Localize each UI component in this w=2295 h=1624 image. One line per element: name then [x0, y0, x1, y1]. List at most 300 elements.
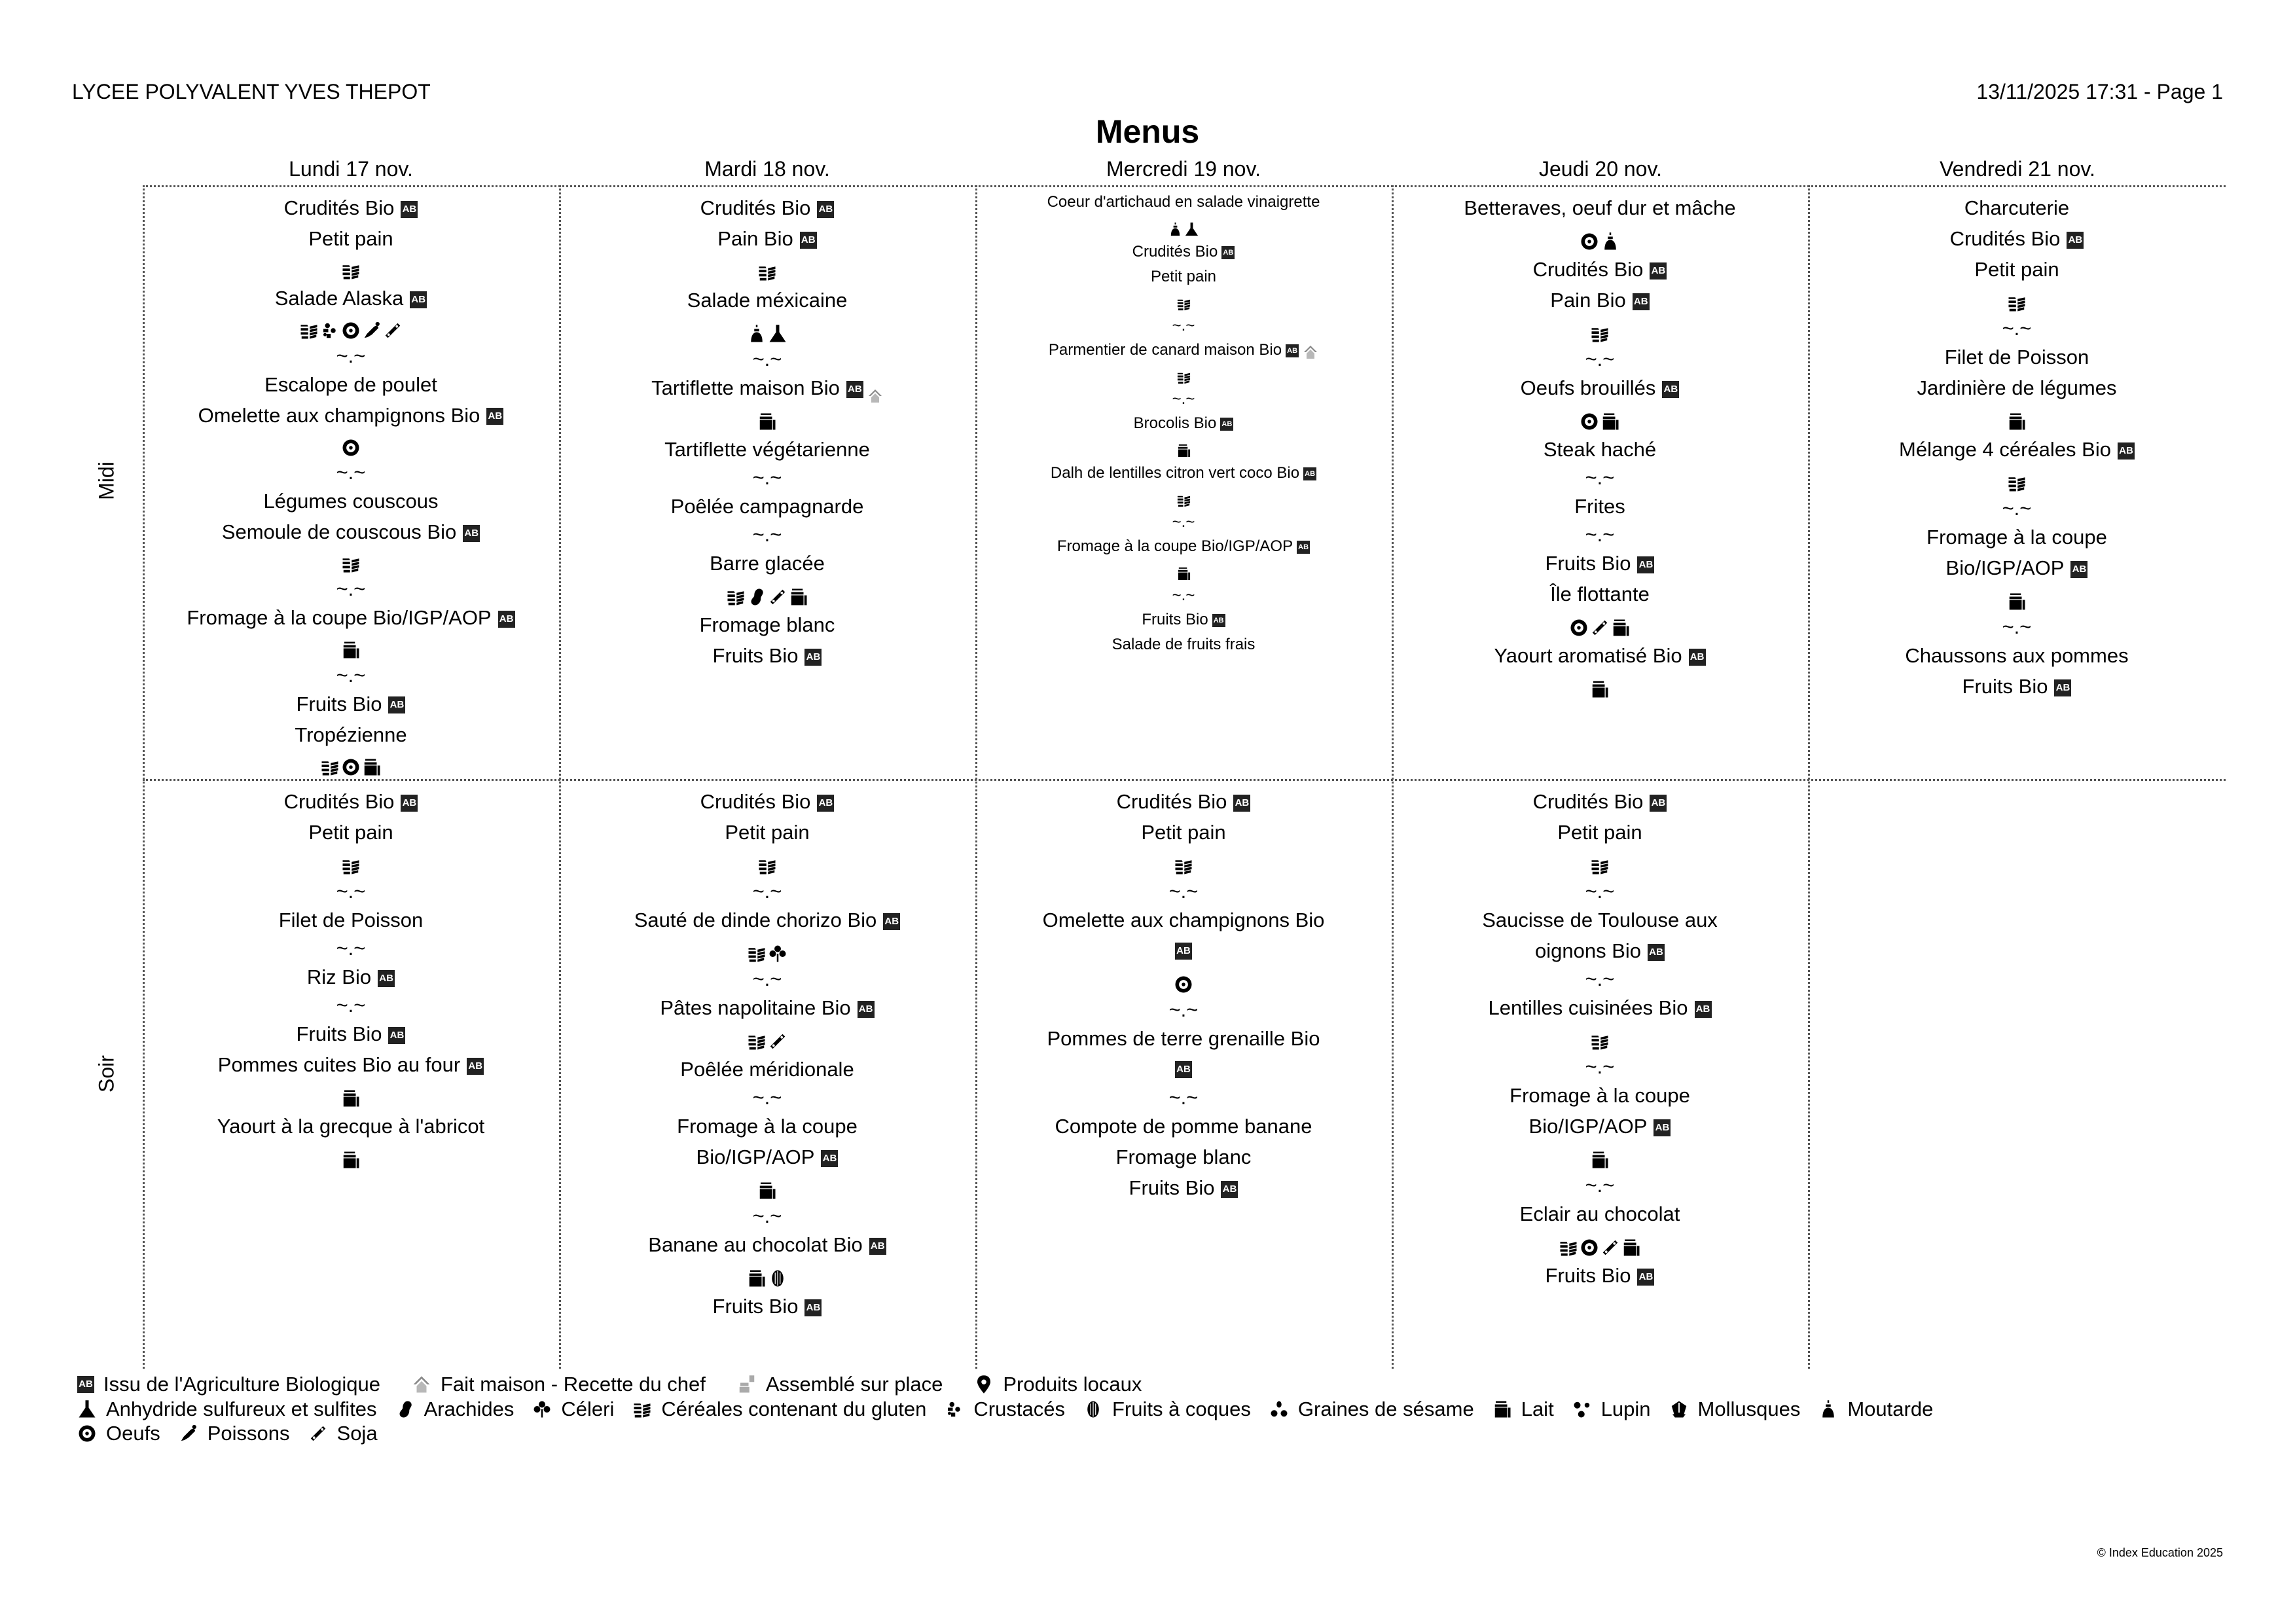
organic-ab-icon: AB	[869, 1238, 886, 1255]
dish-name: Fruits Bio	[1142, 611, 1208, 628]
lait-icon	[1600, 409, 1620, 429]
dish-name: Barre glacée	[710, 552, 825, 575]
dish-name: Fromage à la coupe Bio/IGP/AOP	[1509, 1084, 1690, 1138]
dish-name: Compote de pomme banane	[1055, 1115, 1312, 1138]
organic-ab-icon: AB	[804, 1299, 822, 1316]
dish-name: Chaussons aux pommes	[1905, 644, 2129, 667]
dish-name: Salade Alaska	[274, 287, 404, 310]
dish-item	[664, 434, 870, 465]
dish-item	[1049, 338, 1318, 363]
dish-name: Parmentier de canard maison Bio	[1048, 341, 1282, 359]
course-separator: ~.~	[752, 523, 782, 546]
dish-item	[1964, 192, 2069, 223]
lait-icon	[1611, 615, 1631, 635]
organic-ab-icon: AB	[1662, 381, 1679, 398]
dish-name: Fruits Bio	[1962, 675, 2048, 698]
oeufs-icon	[1580, 1235, 1599, 1255]
organic-ab-icon: AB	[1637, 1269, 1654, 1286]
allergen-icons	[320, 750, 382, 779]
allergen-icons	[1176, 363, 1191, 388]
dish-name: Omelette aux champignons Bio	[198, 403, 480, 427]
legend-item-crustaces	[945, 1398, 1065, 1421]
lupin-icon	[1572, 1399, 1592, 1419]
oeufs-icon	[341, 318, 361, 338]
lait-icon	[341, 1147, 361, 1167]
organic-ab-icon: AB	[883, 913, 900, 930]
dish-item	[1520, 1199, 1680, 1229]
menu-cell-midi-mardi	[559, 187, 975, 779]
organic-ab-icon: AB	[817, 201, 834, 218]
legend-item-locaux	[974, 1373, 1142, 1396]
dish-item	[1926, 522, 2107, 583]
legend-item-arachides	[395, 1398, 515, 1421]
dish-name: Crudités Bio	[1532, 258, 1644, 281]
legend-label: Arachides	[424, 1398, 515, 1420]
gluten-icon	[1176, 368, 1191, 383]
lait-icon	[757, 1178, 777, 1198]
dish-item	[1055, 1111, 1312, 1142]
day-header-mercredi: Mercredi 19 nov.	[1106, 157, 1261, 181]
legend-label: Poissons	[207, 1422, 290, 1445]
gluten-icon	[757, 260, 777, 280]
dish-item	[1464, 192, 1735, 223]
dish-item	[1545, 1260, 1655, 1291]
organic-ab-icon: AB	[1221, 246, 1235, 259]
organic-ab-icon: AB	[800, 232, 817, 249]
day-header-jeudi: Jeudi 20 nov.	[1539, 157, 1662, 181]
dish-item	[1117, 786, 1251, 817]
dish-name: Betteraves, oeuf dur et mâche	[1464, 196, 1736, 219]
organic-ab-icon: AB	[1695, 1001, 1712, 1018]
allergen-icons	[1176, 436, 1191, 461]
legend-item-bio	[77, 1373, 380, 1396]
dish-name: Fromage blanc	[699, 613, 835, 636]
course-separator: ~.~	[752, 466, 782, 489]
gluten-icon	[1590, 321, 1610, 341]
menu-cell-soir-lundi	[143, 781, 559, 1368]
dish-name: Île flottante	[1550, 583, 1650, 605]
soja-icon	[768, 585, 787, 604]
gluten-icon	[341, 259, 361, 278]
menu-cell-soir-jeudi	[1392, 781, 1808, 1368]
organic-ab-icon: AB	[410, 291, 427, 308]
legend-item-celeri	[532, 1398, 614, 1421]
course-separator: ~.~	[336, 880, 366, 903]
organic-ab-icon: AB	[804, 649, 822, 666]
course-separator: ~.~	[1168, 1086, 1199, 1109]
dish-item	[297, 1019, 406, 1049]
legend-label: Produits locaux	[1003, 1373, 1142, 1396]
lait-icon	[1492, 1399, 1512, 1419]
legend-item-maison	[412, 1373, 706, 1396]
organic-ab-icon: AB	[401, 795, 418, 812]
dish-item	[1509, 1080, 1690, 1142]
dish-item	[1047, 190, 1320, 215]
dish-name: Salade de fruits frais	[1111, 636, 1256, 653]
legend-item-lupin	[1572, 1398, 1651, 1421]
dish-item	[1550, 285, 1649, 316]
gluten-icon	[1590, 1029, 1610, 1049]
allergen-icons	[1174, 848, 1193, 878]
gluten-icon	[2007, 471, 2027, 490]
crustaces-icon	[320, 318, 340, 338]
organic-ab-icon: AB	[463, 525, 480, 542]
dish-name: Fromage à la coupe Bio/IGP/AOP	[1926, 526, 2107, 579]
lait-icon	[341, 638, 361, 657]
allergen-icons	[1590, 671, 1610, 702]
dish-name: Mélange 4 céréales Bio	[1899, 438, 2111, 461]
dish-item	[1043, 905, 1325, 935]
dish-item	[700, 192, 835, 223]
allergen-icons	[747, 1260, 787, 1291]
course-separator: ~.~	[1585, 466, 1615, 489]
course-separator: ~.~	[336, 577, 366, 601]
organic-ab-icon: AB	[1221, 1181, 1238, 1198]
allergen-icons	[1559, 1229, 1641, 1260]
legend-item-assemble	[737, 1373, 943, 1396]
legend-item-lait	[1492, 1398, 1554, 1421]
dish-name: Tartiflette maison Bio	[651, 376, 840, 399]
dish-item	[1574, 491, 1625, 522]
legend-label: Oeufs	[106, 1422, 160, 1445]
allergen-icons	[341, 254, 361, 283]
legend-row-allergens	[77, 1398, 1951, 1421]
poissons-icon	[179, 1424, 198, 1443]
organic-ab-icon: AB	[1648, 944, 1665, 961]
dish-item	[713, 1291, 822, 1322]
dish-item	[275, 283, 427, 314]
dish-item	[671, 491, 864, 522]
homemade-icon	[1303, 343, 1318, 359]
dish-item	[279, 905, 424, 935]
legend-item-oeufs	[77, 1422, 160, 1445]
dish-item	[1557, 817, 1642, 848]
lait-icon	[1176, 564, 1191, 579]
organic-ab-icon: AB	[498, 611, 515, 628]
dish-item	[1142, 607, 1225, 632]
dish-item	[1129, 1172, 1238, 1203]
organic-label-row	[1175, 1054, 1192, 1085]
allergen-icons	[2007, 285, 2027, 316]
dish-item	[1917, 372, 2116, 403]
gluten-icon	[747, 1029, 767, 1049]
dish-name: Pâtes napolitaine Bio	[660, 996, 851, 1019]
dish-item	[680, 1054, 854, 1085]
legend-label: Céleri	[561, 1398, 615, 1420]
crustaces-icon	[945, 1399, 964, 1419]
allergen-icons	[757, 254, 777, 285]
course-separator: ~.~	[336, 460, 366, 484]
dish-name: Semoule de couscous Bio	[221, 520, 457, 543]
dish-name: Brocolis Bio	[1133, 414, 1217, 432]
dish-item	[648, 1229, 886, 1260]
dish-item	[1482, 905, 1718, 966]
lait-icon	[1621, 1235, 1641, 1255]
dish-name: Poêlée méridionale	[680, 1058, 854, 1081]
dish-item	[1134, 411, 1234, 436]
dish-name: Crudités Bio	[283, 790, 395, 813]
menu-cell-soir-mardi	[559, 781, 975, 1368]
dish-name: Fruits Bio	[712, 1295, 799, 1318]
dish-item	[1905, 640, 2128, 671]
dish-item	[284, 786, 418, 817]
oeufs-icon	[1174, 972, 1193, 992]
course-separator: ~.~	[1585, 1055, 1615, 1078]
course-separator: ~.~	[2002, 615, 2032, 638]
dish-name: Poêlée campagnarde	[670, 495, 864, 518]
allergen-icons	[1580, 223, 1620, 254]
dish-item	[198, 400, 504, 431]
dish-item	[725, 817, 809, 848]
page-title: Menus	[1095, 113, 1200, 150]
allergen-icons	[341, 1080, 361, 1111]
oeufs-icon	[1580, 229, 1599, 249]
dish-item	[660, 992, 874, 1023]
allergen-icons	[1580, 403, 1620, 434]
menu-cell-soir-vendredi	[1808, 781, 2226, 1368]
day-header-mardi: Mardi 18 nov.	[704, 157, 830, 181]
allergen-icons	[757, 1172, 777, 1203]
dish-name: Pommes cuites Bio au four	[217, 1053, 461, 1076]
locaux-icon	[974, 1375, 994, 1394]
dish-name: Crudités Bio	[700, 790, 811, 813]
dish-item	[295, 719, 407, 750]
lait-icon	[789, 585, 808, 604]
course-separator: ~.~	[336, 663, 366, 687]
dish-item	[1899, 434, 2135, 465]
dish-name: Fruits Bio	[712, 644, 799, 667]
organic-ab-icon: AB	[486, 408, 503, 425]
dish-item	[1132, 240, 1235, 264]
dish-name: Eclair au chocolat	[1519, 1202, 1680, 1225]
legend-item-fruits-coques	[1083, 1398, 1251, 1421]
course-separator: ~.~	[336, 344, 366, 367]
dish-name: Charcuterie	[1964, 196, 2070, 219]
course-separator: ~.~	[1172, 586, 1195, 604]
legend-label: Crustacés	[973, 1398, 1065, 1420]
moutarde-icon	[1818, 1399, 1838, 1419]
dish-name: Petit pain	[1141, 821, 1226, 844]
legend-label: Céréales contenant du gluten	[661, 1398, 927, 1420]
course-separator: ~.~	[1172, 317, 1195, 334]
gluten-icon	[747, 941, 767, 961]
row-label-midi: Midi	[94, 461, 118, 500]
legend-label: Fait maison - Recette du chef	[440, 1373, 706, 1396]
allergen-icons	[1168, 215, 1199, 240]
allergen-icons	[1174, 966, 1193, 997]
allergen-icons	[1590, 848, 1610, 878]
dish-item	[713, 640, 822, 671]
dish-item	[264, 369, 437, 400]
maison-icon	[412, 1375, 431, 1394]
organic-ab-icon: AB	[821, 1150, 838, 1167]
dish-item	[1545, 548, 1655, 579]
dish-name: Pain Bio	[717, 227, 793, 250]
allergen-icons	[1176, 486, 1191, 511]
course-separator: ~.~	[1585, 880, 1615, 903]
organic-ab-icon: AB	[77, 1376, 94, 1393]
organic-ab-icon: AB	[388, 1027, 405, 1044]
allergen-icons	[1176, 289, 1191, 314]
dish-item	[1962, 671, 2072, 702]
menu-cell-midi-vendredi	[1808, 187, 2226, 779]
celeri-icon	[532, 1399, 552, 1419]
dish-item	[1057, 534, 1310, 559]
dish-item	[308, 817, 393, 848]
legend-item-mollusques	[1669, 1398, 1801, 1421]
dish-item	[710, 548, 825, 579]
dish-item	[1950, 223, 2084, 254]
organic-ab-icon: AB	[846, 381, 863, 398]
dish-name: Fruits Bio	[1129, 1176, 1215, 1199]
dish-item	[1521, 372, 1680, 403]
allergen-icons	[341, 547, 361, 576]
organic-ab-icon: AB	[1286, 344, 1299, 357]
allergen-icons	[747, 316, 787, 346]
dish-name: Lentilles cuisinées Bio	[1488, 996, 1688, 1019]
gluten-icon	[1176, 491, 1191, 506]
organic-ab-icon: AB	[1653, 1119, 1671, 1136]
allergen-icons	[726, 579, 808, 609]
dish-name: Pain Bio	[1550, 289, 1626, 312]
dish-name: Crudités Bio	[1949, 227, 2061, 250]
mollusques-icon	[1669, 1399, 1689, 1419]
allergen-icons	[299, 314, 403, 342]
oeufs-icon	[77, 1424, 97, 1443]
gluten-icon	[1590, 854, 1610, 873]
course-separator: ~.~	[752, 1086, 782, 1109]
organic-ab-icon: AB	[1220, 418, 1233, 431]
course-separator: ~.~	[1172, 513, 1195, 531]
gluten-icon	[726, 585, 746, 604]
dish-name: Escalope de poulet	[264, 372, 437, 396]
dish-name: Saucisse de Toulouse aux oignons Bio	[1482, 909, 1718, 962]
fruits-coques-icon	[1083, 1399, 1103, 1419]
organic-ab-icon: AB	[378, 970, 395, 987]
legend-label: Lait	[1521, 1398, 1554, 1420]
course-separator: ~.~	[1585, 967, 1615, 990]
course-separator: ~.~	[752, 967, 782, 990]
dish-name: Filet de Poisson	[1944, 346, 2089, 369]
oeufs-icon	[341, 755, 361, 774]
gluten-icon	[1174, 854, 1193, 873]
legend-item-poissons	[179, 1422, 290, 1445]
dish-name: Crudités Bio	[1116, 790, 1227, 813]
dish-item	[700, 609, 835, 640]
dish-item	[307, 962, 395, 992]
organic-ab-icon: AB	[1297, 541, 1310, 554]
dish-item	[1488, 992, 1711, 1023]
legend-item-moutarde	[1818, 1398, 1933, 1421]
school-name: LYCEE POLYVALENT YVES THEPOT	[72, 80, 431, 103]
organic-ab-icon: AB	[2070, 561, 2087, 578]
dish-item	[1544, 434, 1656, 465]
dish-item	[1047, 1023, 1320, 1054]
dish-item	[1533, 254, 1667, 285]
organic-ab-icon: AB	[1175, 943, 1192, 960]
sulfites-icon	[77, 1399, 97, 1419]
legend-item-sulfites	[77, 1398, 377, 1421]
soja-icon	[308, 1424, 328, 1443]
legend-label: Graines de sésame	[1297, 1398, 1474, 1420]
dish-item	[222, 516, 480, 547]
dish-item	[687, 285, 848, 316]
menu-cell-midi-jeudi	[1392, 187, 1808, 779]
legend-item-soja	[308, 1422, 378, 1445]
assemble-icon	[737, 1375, 757, 1394]
soja-icon	[768, 1029, 787, 1049]
allergen-icons	[1569, 609, 1631, 640]
dish-name: Yaourt à la grecque à l'abricot	[217, 1115, 485, 1138]
organic-ab-icon: AB	[1637, 556, 1654, 573]
dish-name: Omelette aux champignons Bio	[1042, 909, 1325, 931]
menu-cell-midi-lundi	[143, 187, 559, 779]
legend-label: Issu de l'Agriculture Biologique	[103, 1373, 380, 1396]
legend-row-allergens-2	[77, 1422, 396, 1445]
dish-name: Petit pain	[725, 821, 810, 844]
organic-ab-icon: AB	[2067, 232, 2084, 249]
lait-icon	[341, 1086, 361, 1106]
allergen-icons	[747, 935, 787, 966]
dish-item	[284, 192, 418, 223]
dish-item	[1533, 786, 1667, 817]
dish-name: Petit pain	[308, 821, 393, 844]
dish-name: Crudités Bio	[1132, 243, 1218, 261]
course-separator: ~.~	[752, 348, 782, 370]
allergen-icons	[757, 403, 777, 434]
dish-item	[218, 1049, 484, 1080]
organic-ab-icon: AB	[1303, 467, 1316, 480]
course-separator: ~.~	[2002, 497, 2032, 520]
dish-item	[297, 689, 406, 719]
course-separator: ~.~	[1168, 998, 1199, 1021]
allergen-icons	[1176, 559, 1191, 584]
gluten-icon	[341, 552, 361, 571]
dish-item	[1116, 1142, 1252, 1172]
legend-label: Assemblé sur place	[765, 1373, 943, 1396]
organic-ab-icon: AB	[858, 1001, 875, 1018]
course-separator: ~.~	[1585, 348, 1615, 370]
moutarde-icon	[747, 321, 767, 341]
lait-icon	[362, 755, 382, 774]
organic-ab-icon: AB	[817, 795, 834, 812]
dish-item	[1151, 264, 1216, 289]
gluten-icon	[757, 854, 777, 873]
organic-label-row	[1175, 935, 1192, 966]
dish-name: Sauté de dinde chorizo Bio	[634, 909, 877, 931]
dish-name: Crudités Bio	[700, 196, 811, 219]
organic-ab-icon: AB	[1650, 262, 1667, 280]
dish-name: Banane au chocolat Bio	[648, 1233, 863, 1256]
day-header-vendredi: Vendredi 21 nov.	[1940, 157, 2095, 181]
moutarde-icon	[1600, 229, 1620, 249]
course-separator: ~.~	[2002, 317, 2032, 340]
course-separator: ~.~	[1585, 1174, 1615, 1197]
dish-item	[1051, 461, 1316, 486]
lait-icon	[2007, 409, 2027, 429]
dish-item	[187, 602, 515, 633]
organic-ab-icon: AB	[1689, 649, 1706, 666]
dish-item	[717, 223, 816, 254]
oeufs-icon	[341, 435, 361, 455]
dish-name: Fromage blanc	[1115, 1146, 1252, 1168]
dish-item	[1974, 254, 2059, 285]
organic-ab-icon: AB	[1650, 795, 1667, 812]
lait-icon	[757, 409, 777, 429]
allergen-icons	[2007, 403, 2027, 434]
organic-ab-icon: AB	[401, 201, 418, 218]
gluten-icon	[320, 755, 340, 774]
